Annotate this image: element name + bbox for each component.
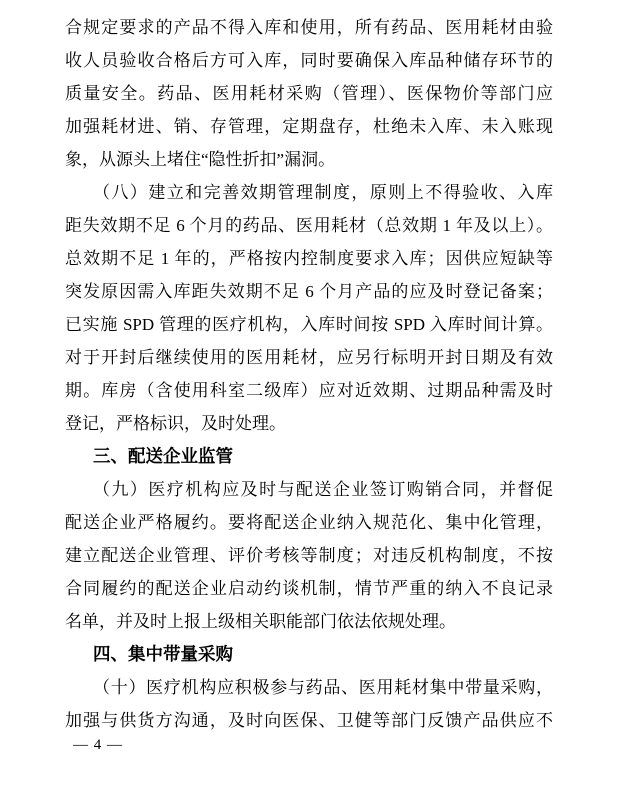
section-heading: 四、集中带量采购 xyxy=(93,644,233,664)
text-line: 名单，并及时上报上级相关职能部门依法依规处理。 xyxy=(65,612,456,631)
text-line: 合规定要求的产品不得入库和使用，所有药品、医用耗材由验 xyxy=(65,18,553,37)
page-number: — 4 — xyxy=(73,737,123,753)
text-line: 登记，严格标识，及时处理。 xyxy=(65,414,286,433)
text-line: 加强与供货方沟通，及时向医保、卫健等部门反馈产品供应不 xyxy=(65,711,553,730)
text-line: （十）医疗机构应积极参与药品、医用耗材集中带量采购， xyxy=(93,678,553,697)
text-line: 总效期不足 1 年的，严格按内控制度要求入库；因供应短缺等 xyxy=(65,249,553,268)
text-line: 配送企业严格履约。要将配送企业纳入规范化、集中化管理， xyxy=(65,513,553,532)
text-line: （八）建立和完善效期管理制度，原则上不得验收、入库 xyxy=(93,183,553,202)
text-line: 距失效期不足 6 个月的药品、医用耗材（总效期 1 年及以上）。 xyxy=(65,216,553,235)
text-line: 收人员验收合格后方可入库，同时要确保入库品种储存环节的 xyxy=(65,51,553,70)
text-line: 加强耗材进、销、存管理，定期盘存，杜绝未入库、未入账现 xyxy=(65,117,553,136)
section-heading: 三、配送企业监管 xyxy=(93,446,233,466)
text-line: 象，从源头上堵住“隐性折扣”漏洞。 xyxy=(65,150,336,169)
text-line: （九）医疗机构应及时与配送企业签订购销合同，并督促 xyxy=(93,480,553,499)
text-line: 突发原因需入库距失效期不足 6 个月产品的应及时登记备案； xyxy=(65,282,553,301)
text-line: 已实施 SPD 管理的医疗机构，入库时间按 SPD 入库时间计算。 xyxy=(65,315,553,334)
text-line: 对于开封后继续使用的医用耗材，应另行标明开封日期及有效 xyxy=(65,348,553,367)
text-line: 质量安全。药品、医用耗材采购（管理）、医保物价等部门应 xyxy=(65,84,553,103)
text-line: 建立配送企业管理、评价考核等制度；对违反机构制度，不按 xyxy=(65,546,553,565)
document-body xyxy=(65,11,553,737)
text-line: 期。库房（含使用科室二级库）应对近效期、过期品种需及时 xyxy=(65,381,553,400)
text-line: 合同履约的配送企业启动约谈机制，情节严重的纳入不良记录 xyxy=(65,579,553,598)
